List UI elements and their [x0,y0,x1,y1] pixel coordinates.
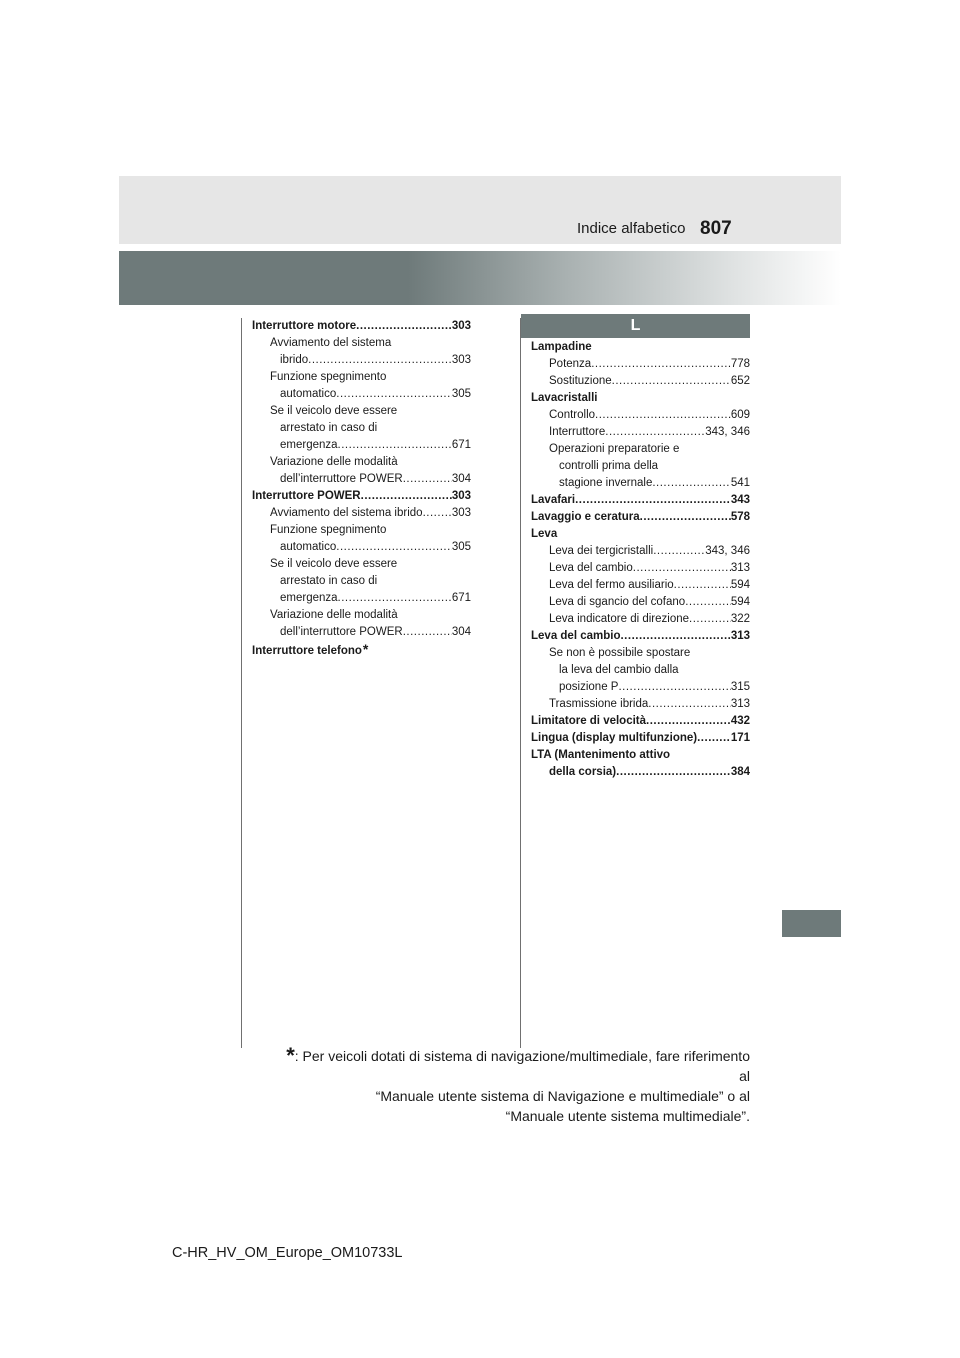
index-entry-leader [653,543,705,560]
index-entry-text: Variazione delle modalità [270,609,398,621]
index-entry-text: Se non è possibile spostare [549,647,691,659]
index-entry-text: Leva del cambio [549,562,633,574]
index-entry-leader [591,356,731,373]
index-entry-leader [338,590,452,607]
index-entry-text: Leva [531,528,558,540]
index-entry-text: stagione invernale [559,477,653,489]
index-entry [531,339,750,356]
index-entry [252,335,471,352]
index-entry [531,696,750,713]
index-entry-leader [652,475,730,492]
index-entry-leader [336,386,452,403]
index-entry-text: ibrido [280,354,309,366]
index-entry-page: 384 [730,766,750,778]
index-entry-leader [685,594,731,611]
index-entry-text: Leva del cambio [531,630,621,642]
index-entry-page: 304 [451,473,471,485]
letter-section-header: L [521,314,750,338]
index-entry-text: Se il veicolo deve essere [270,558,398,570]
index-entry-text: Funzione spegnimento [270,371,387,383]
index-entry [531,475,750,492]
index-entry-leader [612,373,731,390]
index-entry-page: 578 [730,511,750,523]
index-entry [252,403,471,420]
index-entry-page: 343, 346 [705,545,750,557]
index-entry [531,373,750,390]
index-entry-text: Variazione delle modalità [270,456,398,468]
index-entry [531,543,750,560]
index-entry-text: Funzione spegnimento [270,524,387,536]
index-entry-text: dell’interruttore POWER [280,626,403,638]
index-entry [252,352,471,369]
index-entry-leader [618,679,730,696]
index-entry-page: 313 [730,630,750,642]
document-code: C-HR_HV_OM_Europe_OM10733L [172,1245,403,1261]
index-entry [531,713,750,730]
index-entry-text: dell’interruttore POWER [280,473,403,485]
index-entry-text: emergenza [280,439,338,451]
index-entry-leader [689,611,731,628]
index-entry-text: la leva del cambio dalla [559,664,679,676]
index-entry [531,611,750,628]
footnote-marker: * [286,1043,295,1068]
index-entry-page: 432 [730,715,750,727]
index-entry-text: posizione P [559,681,619,693]
index-entry [252,505,471,522]
index-entry [531,441,750,458]
index-entry [252,607,471,624]
index-entry-text: Lavacristalli [531,392,598,404]
footnote-line-2: “Manuale utente sistema di Navigazione e multimediale” o al [375,1088,750,1104]
index-entry-page: 609 [730,409,750,421]
index-column-right [531,339,750,781]
index-entry-text: Lingua (display multifunzione) [531,732,698,744]
index-entry-page: 594 [730,579,750,591]
index-entry-leader [674,577,731,594]
index-entry-leader [595,407,731,424]
index-entry-page: 652 [730,375,750,387]
index-entry-leader [640,509,731,526]
index-entry-text: Leva indicatore di direzione [549,613,690,625]
index-entry-leader [356,318,452,335]
section-title: Indice alfabetico [577,220,686,237]
index-entry-text: Lavafari [531,494,576,506]
index-entry-page: 313 [730,562,750,574]
index-entry-page: 313 [730,698,750,710]
index-entry-page: 343, 346 [705,426,750,438]
index-entry-page: 343 [730,494,750,506]
index-entry [531,662,750,679]
index-entry [531,764,750,781]
index-entry-page: 303 [451,507,471,519]
index-entry-page: 171 [730,732,750,744]
decorative-gradient-band [119,251,841,305]
index-entry-page: 778 [730,358,750,370]
index-entry-leader [620,628,730,645]
index-entry-text: LTA (Mantenimento attivo [531,749,671,761]
index-entry [531,458,750,475]
index-entry [252,522,471,539]
index-entry-text: Se il veicolo deve essere [270,405,398,417]
index-entry-text: arrestato in caso di [280,422,378,434]
index-entry-page: 305 [451,388,471,400]
index-entry-text: Operazioni preparatorie e [549,443,680,455]
index-entry-text: Trasmissione ibrida [549,698,649,710]
index-entry [252,539,471,556]
footnote-line-3: “Manuale utente sistema multimediale”. [505,1108,750,1124]
index-entry [252,573,471,590]
index-entry-leader [697,730,731,747]
index-entry-leader [633,560,731,577]
index-entry-page: 541 [730,477,750,489]
index-entry-leader [361,488,452,505]
index-entry [531,594,750,611]
index-entry-page: 303 [451,320,471,332]
index-entry [252,386,471,403]
index-entry-leader [403,471,452,488]
index-entry-text: Avviamento del sistema ibrido [270,507,423,519]
header-band [119,176,841,244]
index-entry-leader [308,352,452,369]
index-entry [531,509,750,526]
index-entry [531,645,750,662]
index-entry-text: Limitatore di velocità [531,715,647,727]
index-entry-text: Interruttore telefono [252,645,362,657]
index-entry [252,454,471,471]
index-entry-text: Controllo [549,409,596,421]
index-entry-page: 322 [730,613,750,625]
index-entry-text: Leva del fermo ausiliario [549,579,674,591]
footnote-line-1: *: Per veicoli dotati di sistema di navigazione/multimediale, fare riferimento al [286,1043,750,1084]
index-entry-leader [646,713,731,730]
index-entry-text: Interruttore motore [252,320,357,332]
index-entry-page: 671 [451,439,471,451]
index-entry-leader [423,505,452,522]
index-entry-text: Leva dei tergicristalli [549,545,654,557]
index-column-left [252,318,471,660]
index-entry [252,488,471,505]
index-entry-page: 305 [451,541,471,553]
index-entry [531,628,750,645]
index-entry-text: della corsia) [549,766,617,778]
index-entry [531,492,750,509]
index-entry-text: arrestato in caso di [280,575,378,587]
index-entry [531,560,750,577]
index-entry-page: 594 [730,596,750,608]
index-entry [252,556,471,573]
index-entry-page: 303 [451,490,471,502]
index-entry-leader [338,437,452,454]
index-entry [252,641,471,660]
index-entry [252,420,471,437]
index-entry-page: 671 [451,592,471,604]
index-entry [252,624,471,641]
index-entry-text: automatico [280,541,337,553]
index-entry-page: 304 [451,626,471,638]
index-entry-text: Lavaggio e ceratura [531,511,640,523]
chapter-side-tab [782,910,841,937]
index-entry-text: Sostituzione [549,375,612,387]
index-entry [252,590,471,607]
index-entry [531,407,750,424]
index-entry [252,437,471,454]
index-entry-leader [616,764,731,781]
index-entry-page: 315 [730,681,750,693]
index-entry-text: Potenza [549,358,592,370]
index-entry-text: automatico [280,388,337,400]
index-entry [252,369,471,386]
index-entry-page: 303 [451,354,471,366]
index-entry-text: Leva di sgancio del cofano [549,596,686,608]
index-entry [531,577,750,594]
index-entry [531,747,750,764]
index-entry [531,730,750,747]
index-entry [531,526,750,543]
left-column-rule [241,318,242,1048]
index-entry-text: Interruttore [549,426,606,438]
index-entry [531,424,750,441]
index-entry [252,318,471,335]
index-entry [252,471,471,488]
index-entry-text: Interruttore POWER [252,490,361,502]
index-entry-text: Lampadine [531,341,592,353]
index-entry-star: * [362,641,369,657]
index-entry-leader [605,424,705,441]
index-entry-text: emergenza [280,592,338,604]
index-entry-text: controlli prima della [559,460,659,472]
index-entry [531,679,750,696]
index-entry [531,390,750,407]
index-entry-leader [336,539,452,556]
middle-column-rule [520,318,521,1048]
page-number: 807 [700,218,732,239]
footnote [280,1043,750,1126]
index-entry-leader [648,696,731,713]
index-entry-leader [403,624,452,641]
index-entry-leader [575,492,731,509]
index-entry [531,356,750,373]
index-entry-text: Avviamento del sistema [270,337,392,349]
